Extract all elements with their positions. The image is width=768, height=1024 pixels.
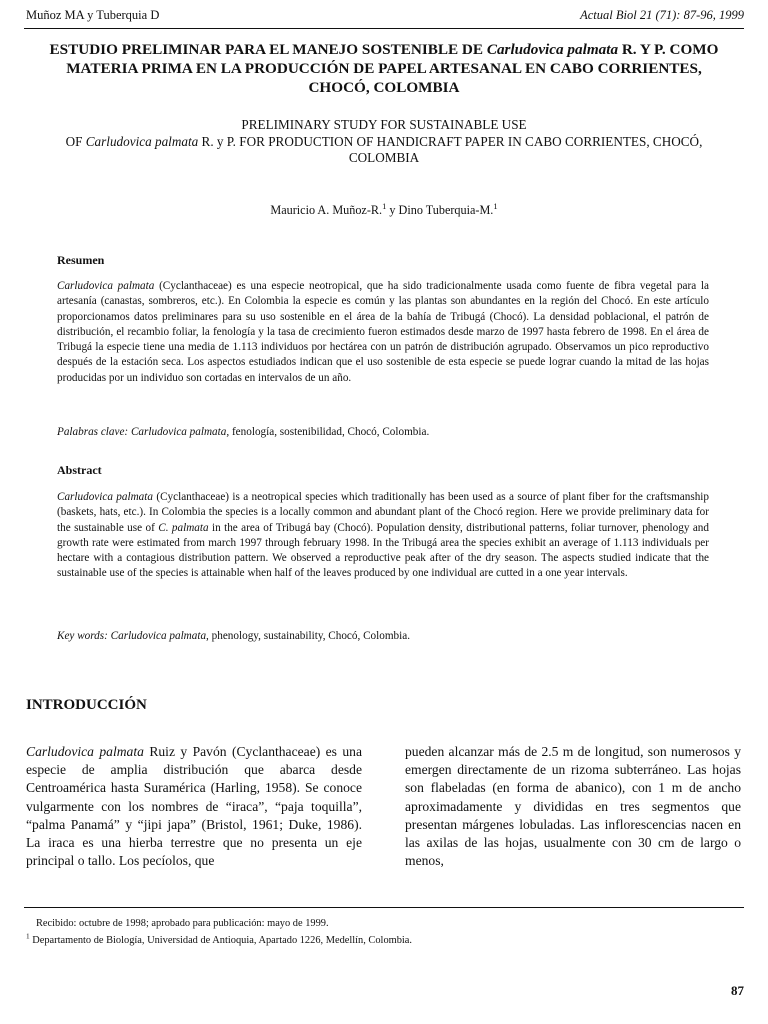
intro-column-right (405, 743, 741, 870)
abstract-species-short: C. palmata (158, 521, 209, 534)
abstract-species: Carludovica palmata (57, 491, 153, 503)
title-en-part2: R. y P. FOR PRODUCTION OF HANDICRAFT PAPER IN CABO CORRIENTES, CHOCÓ, COLOMBIA (198, 133, 703, 165)
introduction-heading: INTRODUCCIÓN (26, 697, 147, 713)
abstract-heading: Abstract (57, 463, 102, 477)
title-spanish (40, 40, 728, 97)
page-number: 87 (731, 983, 744, 998)
authors (0, 200, 768, 218)
resumen-body: (Cyclanthaceae) es una especie neotropical, que ha sido tradicionalmente usada como fuente de fibra vegetal para la artesanía (canastas, sombreros, etc.). En Colombia la especie es común y las plantas son abundantes en la región del Chocó. En este artículo proporcionamos datos preliminares para su uso sostenible en el área de la bahía de Tribugá (Chocó). La densidad poblacional, el patrón de distribución, el recambio foliar, la fenología y la tasa de crecimiento fueron estimados desde marzo de 1997 hasta febrero de 1998. En el área de Tribugá la especie tiene una media de 1.113 individuos por hectárea con un patrón de distribución agrupado. Observamos un pico reproductivo después de la estación seca. Los aspectos estudiados indican que el uso sostenible de esta especie se puede lograr cuando la mitad de las hojas producidas por un individuo son cortadas en intervalos de un año. (57, 280, 710, 384)
abstract-keywords-rest: phenology, sustainability, Chocó, Colombia. (208, 630, 411, 642)
running-head (26, 8, 744, 23)
title-es-part2: R. Y P. COMO MATERIA PRIMA EN LA PRODUCCIÓN DE PAPEL ARTESANAL EN CABO CORRIENTES, CHOCÓ, COLOMBIA (66, 41, 719, 96)
resumen-keywords (57, 425, 709, 440)
author-2: Dino Tuberquia-M. (398, 203, 494, 217)
running-head-authors: Muñoz MA y Tuberquia D (26, 8, 160, 22)
abstract-body-2: in the area of Tribugá bay (Chocó). Population density, distributional patterns, foliar turnover, phenology and growth rate were estimated from march 1997 through february 1998. In the Tribugá area the species exhibit an average of 1.113 individuals per hectare with a contagious distribution pattern. We observed a reproductive peak after of the dry season. The aspects studied indicate that the sustainable use of the species is attainable when half of the leaves produced by one individual are cutted in a one year intervals. (57, 521, 709, 580)
author-separator: y (386, 203, 399, 217)
abstract-text (57, 490, 709, 582)
resumen-text (57, 279, 709, 386)
title-en-species: Carludovica palmata (85, 133, 199, 149)
abstract-keywords-species: Carludovica palmata, (110, 630, 209, 642)
resumen-keywords-label: Palabras clave: (57, 426, 131, 438)
intro-species: Carludovica palmata (26, 744, 144, 759)
footnotes (26, 915, 742, 949)
title-en-of: OF (65, 133, 86, 149)
intro-col2-body: pueden alcanzar más de 2.5 m de longitud, son numerosos y emergen directamente de un rizoma subterráneo. Las hojas son flabeladas (en forma de abanico), con 1 m de ancho aproximadamente y divididas en tres segmentos que presentan márgenes lobuladas. Las inflorescencias nacen en las axilas de las hojas, usualmente con 30 cm de largo o menos, (405, 744, 741, 869)
intro-column-left (26, 743, 362, 870)
footnote-received: Recibido: octubre de 1998; aprobado para publicación: mayo de 1999. (36, 918, 329, 929)
author-1: Mauricio A. Muñoz-R. (270, 203, 383, 217)
resumen-keywords-rest: fenología, sostenibilidad, Chocó, Colombia. (229, 426, 430, 438)
abstract-keywords (57, 629, 709, 644)
abstract-keywords-label: Key words: (57, 630, 111, 642)
title-en-line1: PRELIMINARY STUDY FOR SUSTAINABLE USE (241, 117, 527, 132)
title-es-species: Carludovica palmata (486, 41, 619, 58)
running-head-citation: Actual Biol 21 (71): 87-96, 1999 (580, 8, 744, 22)
intro-col1-body: Ruiz y Pavón (Cyclanthaceae) es una especie de amplia distribución que abarca desde Centroamérica hasta Suramérica (Harling, 1958). Se conoce vulgarmente con los nombres de “iraca”, “paja toquilla”, “palma Panamá” y “jipi japa” (Bristol, 1961; Duke, 1986). La iraca es una hierba terrestre que no presenta un eje principal o tallo. Los pecíolos, que (26, 744, 362, 869)
footnote-mark: 1 (26, 932, 30, 941)
resumen-species: Carludovica palmata (57, 280, 155, 292)
title-english (60, 117, 708, 167)
header-rule (24, 28, 744, 29)
footnote-affiliation: Departamento de Biología, Universidad de Antioquia, Apartado 1226, Medellín, Colombia. (32, 935, 413, 946)
resumen-heading: Resumen (57, 253, 105, 267)
author-1-mark: 1 (382, 200, 387, 211)
footnote-rule (24, 907, 744, 908)
resumen-keywords-species: Carludovica palmata, (130, 426, 230, 438)
title-es-part1: ESTUDIO PRELIMINAR PARA EL MANEJO SOSTENIBLE DE (49, 41, 487, 58)
abstract-body-1: (Cyclanthaceae) is a neotropical species which traditionally has been used as a source of plant fiber for the craftsmanship (baskets, hats, etc.). In Colombia the species is a locally common and abundant plant of the Chocó region. Here we provide preliminary data for the sustainable use of (57, 491, 710, 534)
author-2-mark: 1 (493, 200, 498, 211)
